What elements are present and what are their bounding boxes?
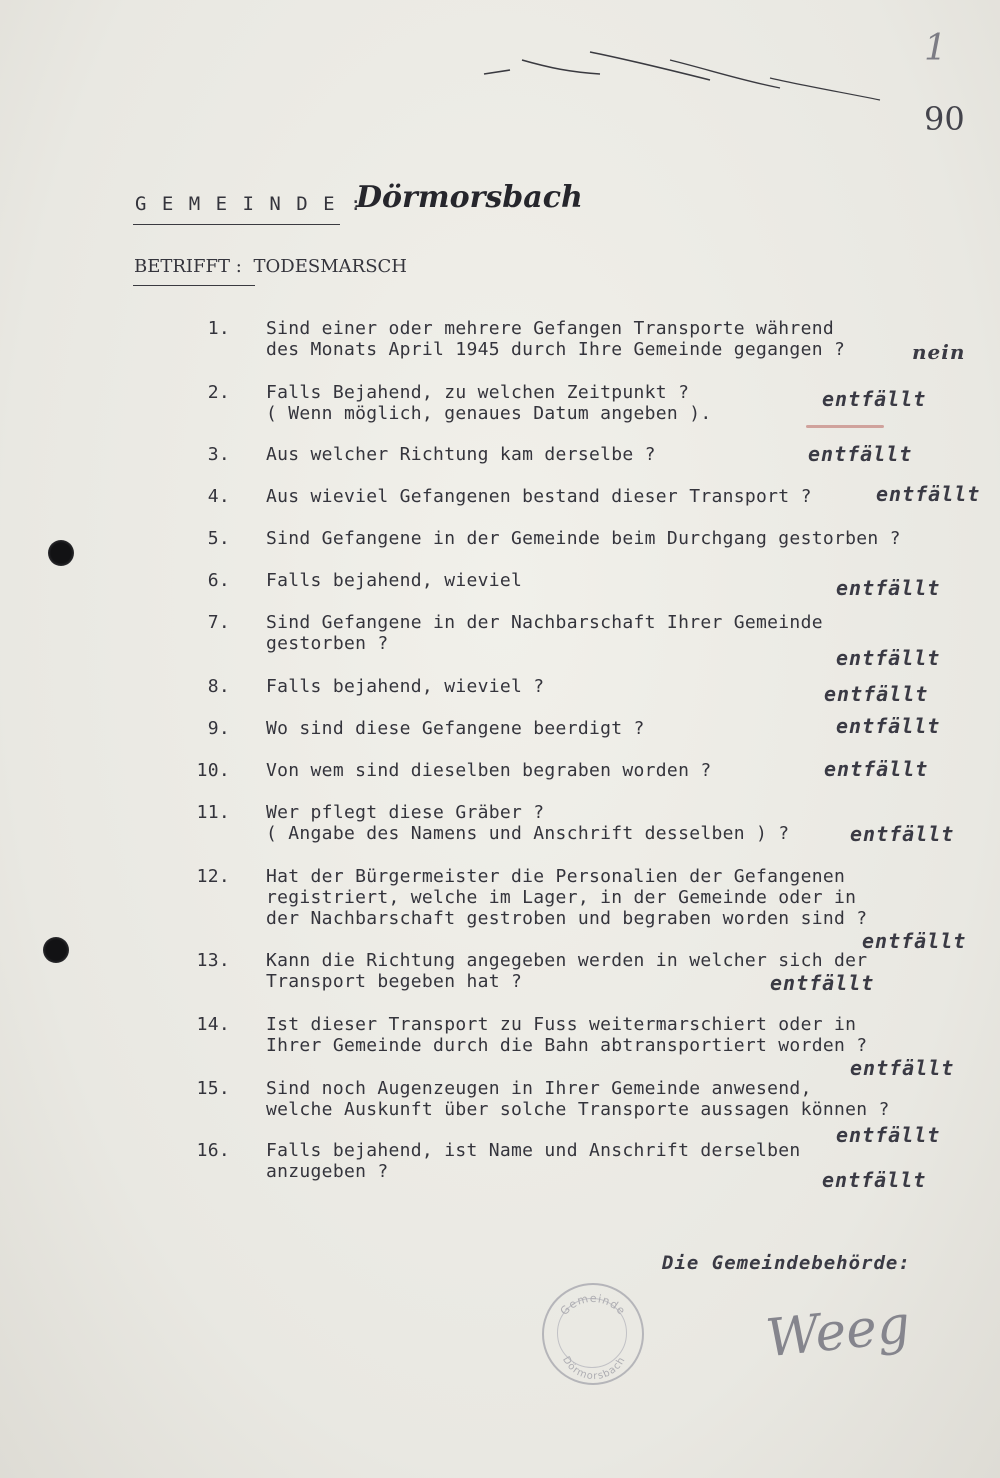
authority-label: Die Gemeindebehörde: [662,1252,911,1274]
answer-stamp: entfällt [824,682,929,706]
question-text: Sind Gefangene in der Nachbarschaft Ihrer Gemeinde gestorben ? [266,612,823,654]
answer-stamp: entfällt [822,1168,927,1192]
question-text: Ist dieser Transport zu Fuss weitermarschiert oder in Ihrer Gemeinde durch die Bahn abtransportiert worden ? [266,1014,868,1056]
svg-text:Gemeinde [558,1292,629,1318]
municipality-label: G E M E I N D E : [135,193,364,215]
answer-stamp: entfällt [836,1123,941,1147]
answer-stamp: entfällt [836,714,941,738]
question-number: 5. [207,528,230,549]
question-text: Aus welcher Richtung kam derselbe ? [266,444,656,465]
answer-stamp: entfällt [862,929,967,953]
signature: Weeg [763,1294,913,1370]
question-number: 7. [207,612,230,633]
question-number: 16. [196,1140,230,1161]
question-text: Kann die Richtung angegeben werden in welcher sich der Transport begeben hat ? [266,950,868,992]
answer-stamp: entfällt [876,482,981,506]
municipality-underline [133,224,340,225]
question-number: 14. [196,1014,230,1035]
question-number: 13. [196,950,230,971]
question-text: Aus wieviel Gefangenen bestand dieser Transport ? [266,486,812,507]
question-text: Falls Bejahend, zu welchen Zeitpunkt ? ( Wenn möglich, genaues Datum angeben ). [266,382,712,424]
municipality-name: Dörmorsbach [356,180,583,215]
question-number: 10. [196,760,230,781]
question-text: Falls bejahend, wieviel [266,570,523,591]
subject-label: BETRIFFT : [134,256,242,277]
question-number: 6. [207,570,230,591]
question-text: Hat der Bürgermeister die Personalien der Gefangenen registriert, welche im Lager, in der Gemeinde oder in der Nachbarschaft gestroben und begraben worden sind ? [266,866,868,929]
punch-hole [48,540,74,566]
answer-stamp: nein [912,340,966,364]
question-number: 9. [207,718,230,739]
red-pencil-mark [806,425,884,428]
question-number: 15. [196,1078,230,1099]
question-text: Von wem sind dieselben begraben worden ? [266,760,712,781]
municipal-seal [542,1283,644,1385]
subject-value: TODESMARSCH [253,256,407,277]
question-text: Sind noch Augenzeugen in Ihrer Gemeinde anwesend, welche Auskunft über solche Transporte aussagen können ? [266,1078,890,1120]
question-text: Wer pflegt diese Gräber ? ( Angabe des Namens und Anschrift desselben ) ? [266,802,790,844]
question-number: 1. [207,318,230,339]
subject-underline [133,285,255,286]
answer-stamp: entfällt [836,646,941,670]
question-text: Falls bejahend, wieviel ? [266,676,545,697]
answer-stamp: entfällt [824,757,929,781]
punch-hole [43,937,69,963]
pencil-strokes [470,30,890,110]
answer-stamp: entfällt [808,442,913,466]
question-number: 11. [196,802,230,823]
page-number: 90 [924,100,965,138]
question-text: Sind Gefangene in der Gemeinde beim Durchgang gestorben ? [266,528,901,549]
seal-top-text: Gemeinde [557,1291,629,1318]
answer-stamp: entfällt [822,387,927,411]
answer-stamp: entfällt [850,1056,955,1080]
answer-stamp: entfällt [836,576,941,600]
question-number: 8. [207,676,230,697]
subject-line [134,256,407,277]
question-text: Falls bejahend, ist Name und Anschrift derselben anzugeben ? [266,1140,801,1182]
answer-stamp: entfällt [850,822,955,846]
svg-text:Dörmorsbach [560,1355,628,1382]
question-text: Wo sind diese Gefangene beerdigt ? [266,718,645,739]
answer-stamp: entfällt [770,971,875,995]
question-number: 2. [207,382,230,403]
question-number: 3. [207,444,230,465]
question-number: 4. [207,486,230,507]
question-number: 12. [196,866,230,887]
question-text: Sind einer oder mehrere Gefangen Transporte während des Monats April 1945 durch Ihre Gemeinde gegangen ? [266,318,846,360]
page-mark: 1 [924,28,947,69]
seal-bottom-text: Dörmorsbach [560,1354,628,1383]
